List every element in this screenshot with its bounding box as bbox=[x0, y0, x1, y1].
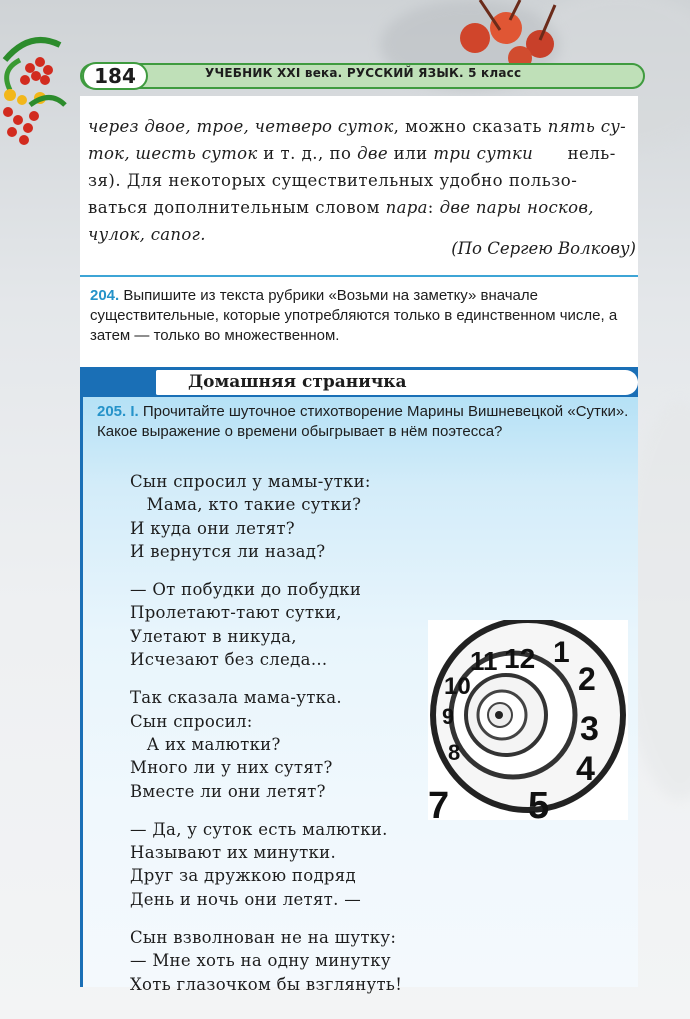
task-text: Прочитайте шуточное стихотворение Марины Вишневецкой «Сутки». Какое выражение о времени обыгрывает в нём поэтесса? bbox=[97, 403, 629, 440]
clock-numeral: 9 bbox=[442, 704, 455, 729]
poem bbox=[130, 470, 402, 996]
clock-numeral: 3 bbox=[580, 710, 599, 748]
text-italic: ток, шесть суток bbox=[88, 144, 258, 163]
poem-line: — От побудки до побудки bbox=[130, 580, 362, 600]
poem-line: А их малютки? bbox=[130, 734, 281, 754]
clock-numeral: 8 bbox=[448, 740, 461, 765]
home-section-rule bbox=[80, 367, 83, 987]
text: зя). Для некоторых существительных удобно пользо- bbox=[88, 171, 578, 190]
text-italic: три сутки bbox=[433, 144, 534, 163]
task-text: Выпишите из текста рубрики «Возьми на заметку» вначале существительные, которые употребляются только в единственном числе, а затем — только во множественном. bbox=[90, 287, 618, 344]
article-paragraph bbox=[88, 113, 636, 248]
text: ваться дополнительным словом bbox=[88, 198, 386, 217]
poem-line: — Мне хоть на одну минутку bbox=[130, 951, 391, 971]
poem-line: Улетают в никуда, bbox=[130, 626, 297, 646]
viburnum-berries-image bbox=[420, 0, 580, 70]
task-number: 205. I. bbox=[97, 403, 139, 420]
text: : bbox=[427, 198, 440, 217]
header-title: УЧЕБНИК XXI века. РУССКИЙ ЯЗЫК. 5 класс bbox=[205, 66, 522, 80]
poem-line: Называют их минутки. bbox=[130, 843, 336, 863]
text: или bbox=[387, 144, 434, 163]
poem-line: Сын взволнован не на шутку: bbox=[130, 928, 397, 948]
poem-line: День и ночь они летят. — bbox=[130, 889, 361, 909]
task-number: 204. bbox=[90, 287, 120, 304]
clock-numeral: 7 bbox=[428, 785, 450, 820]
clock-numeral: 2 bbox=[578, 661, 596, 697]
text: , можно сказать bbox=[393, 117, 548, 136]
text-italic: две bbox=[357, 144, 388, 163]
clock-numeral: 4 bbox=[576, 750, 595, 788]
poem-line: И вернутся ли назад? bbox=[130, 541, 326, 561]
poem-line: И куда они летят? bbox=[130, 518, 295, 538]
text-italic: пять су- bbox=[547, 117, 626, 136]
poem-line: Сын спросил у мамы-утки: bbox=[130, 472, 371, 491]
poem-line: Исчезают без следа… bbox=[130, 650, 328, 670]
text-italic: пара bbox=[385, 198, 428, 217]
spiral-clock-image bbox=[428, 620, 628, 820]
home-section-title: Домашняя страничка bbox=[156, 370, 638, 395]
text-italic: чулок, сапог. bbox=[88, 225, 206, 244]
berries-ornament-icon bbox=[0, 20, 85, 160]
clock-numeral: 10 bbox=[444, 673, 471, 700]
poem-line: Так сказала мама-утка. bbox=[130, 688, 342, 708]
clock-numeral: 1 bbox=[553, 636, 570, 669]
attribution: (По Сергею Волкову) bbox=[451, 239, 636, 258]
poem-line: — Да, у суток есть малютки. bbox=[130, 819, 388, 839]
poem-line: Вместе ли они летят? bbox=[130, 781, 326, 801]
text-italic: через двое, трое, четверо суток bbox=[88, 117, 394, 136]
page-number: 184 bbox=[82, 62, 148, 90]
poem-line: Сын спросил: bbox=[130, 711, 253, 731]
text: нель- bbox=[533, 144, 616, 163]
clock-numeral: 12 bbox=[504, 643, 536, 674]
task-205 bbox=[97, 402, 629, 442]
clock-numeral: 11 bbox=[470, 646, 498, 676]
poem-line: Друг за дружкою подряд bbox=[130, 866, 356, 886]
divider bbox=[80, 275, 638, 277]
poem-line: Много ли у них сутят? bbox=[130, 758, 333, 778]
poem-line: Пролетают-тают сутки, bbox=[130, 603, 342, 623]
clock-numeral: 5 bbox=[528, 785, 550, 820]
poem-line: Хоть глазочком бы взглянуть! bbox=[130, 974, 403, 994]
text-italic: две пары носков, bbox=[439, 198, 594, 217]
poem-line: Мама, кто такие сутки? bbox=[130, 495, 362, 515]
task-204 bbox=[90, 286, 636, 346]
text: и т. д., по bbox=[257, 144, 358, 163]
